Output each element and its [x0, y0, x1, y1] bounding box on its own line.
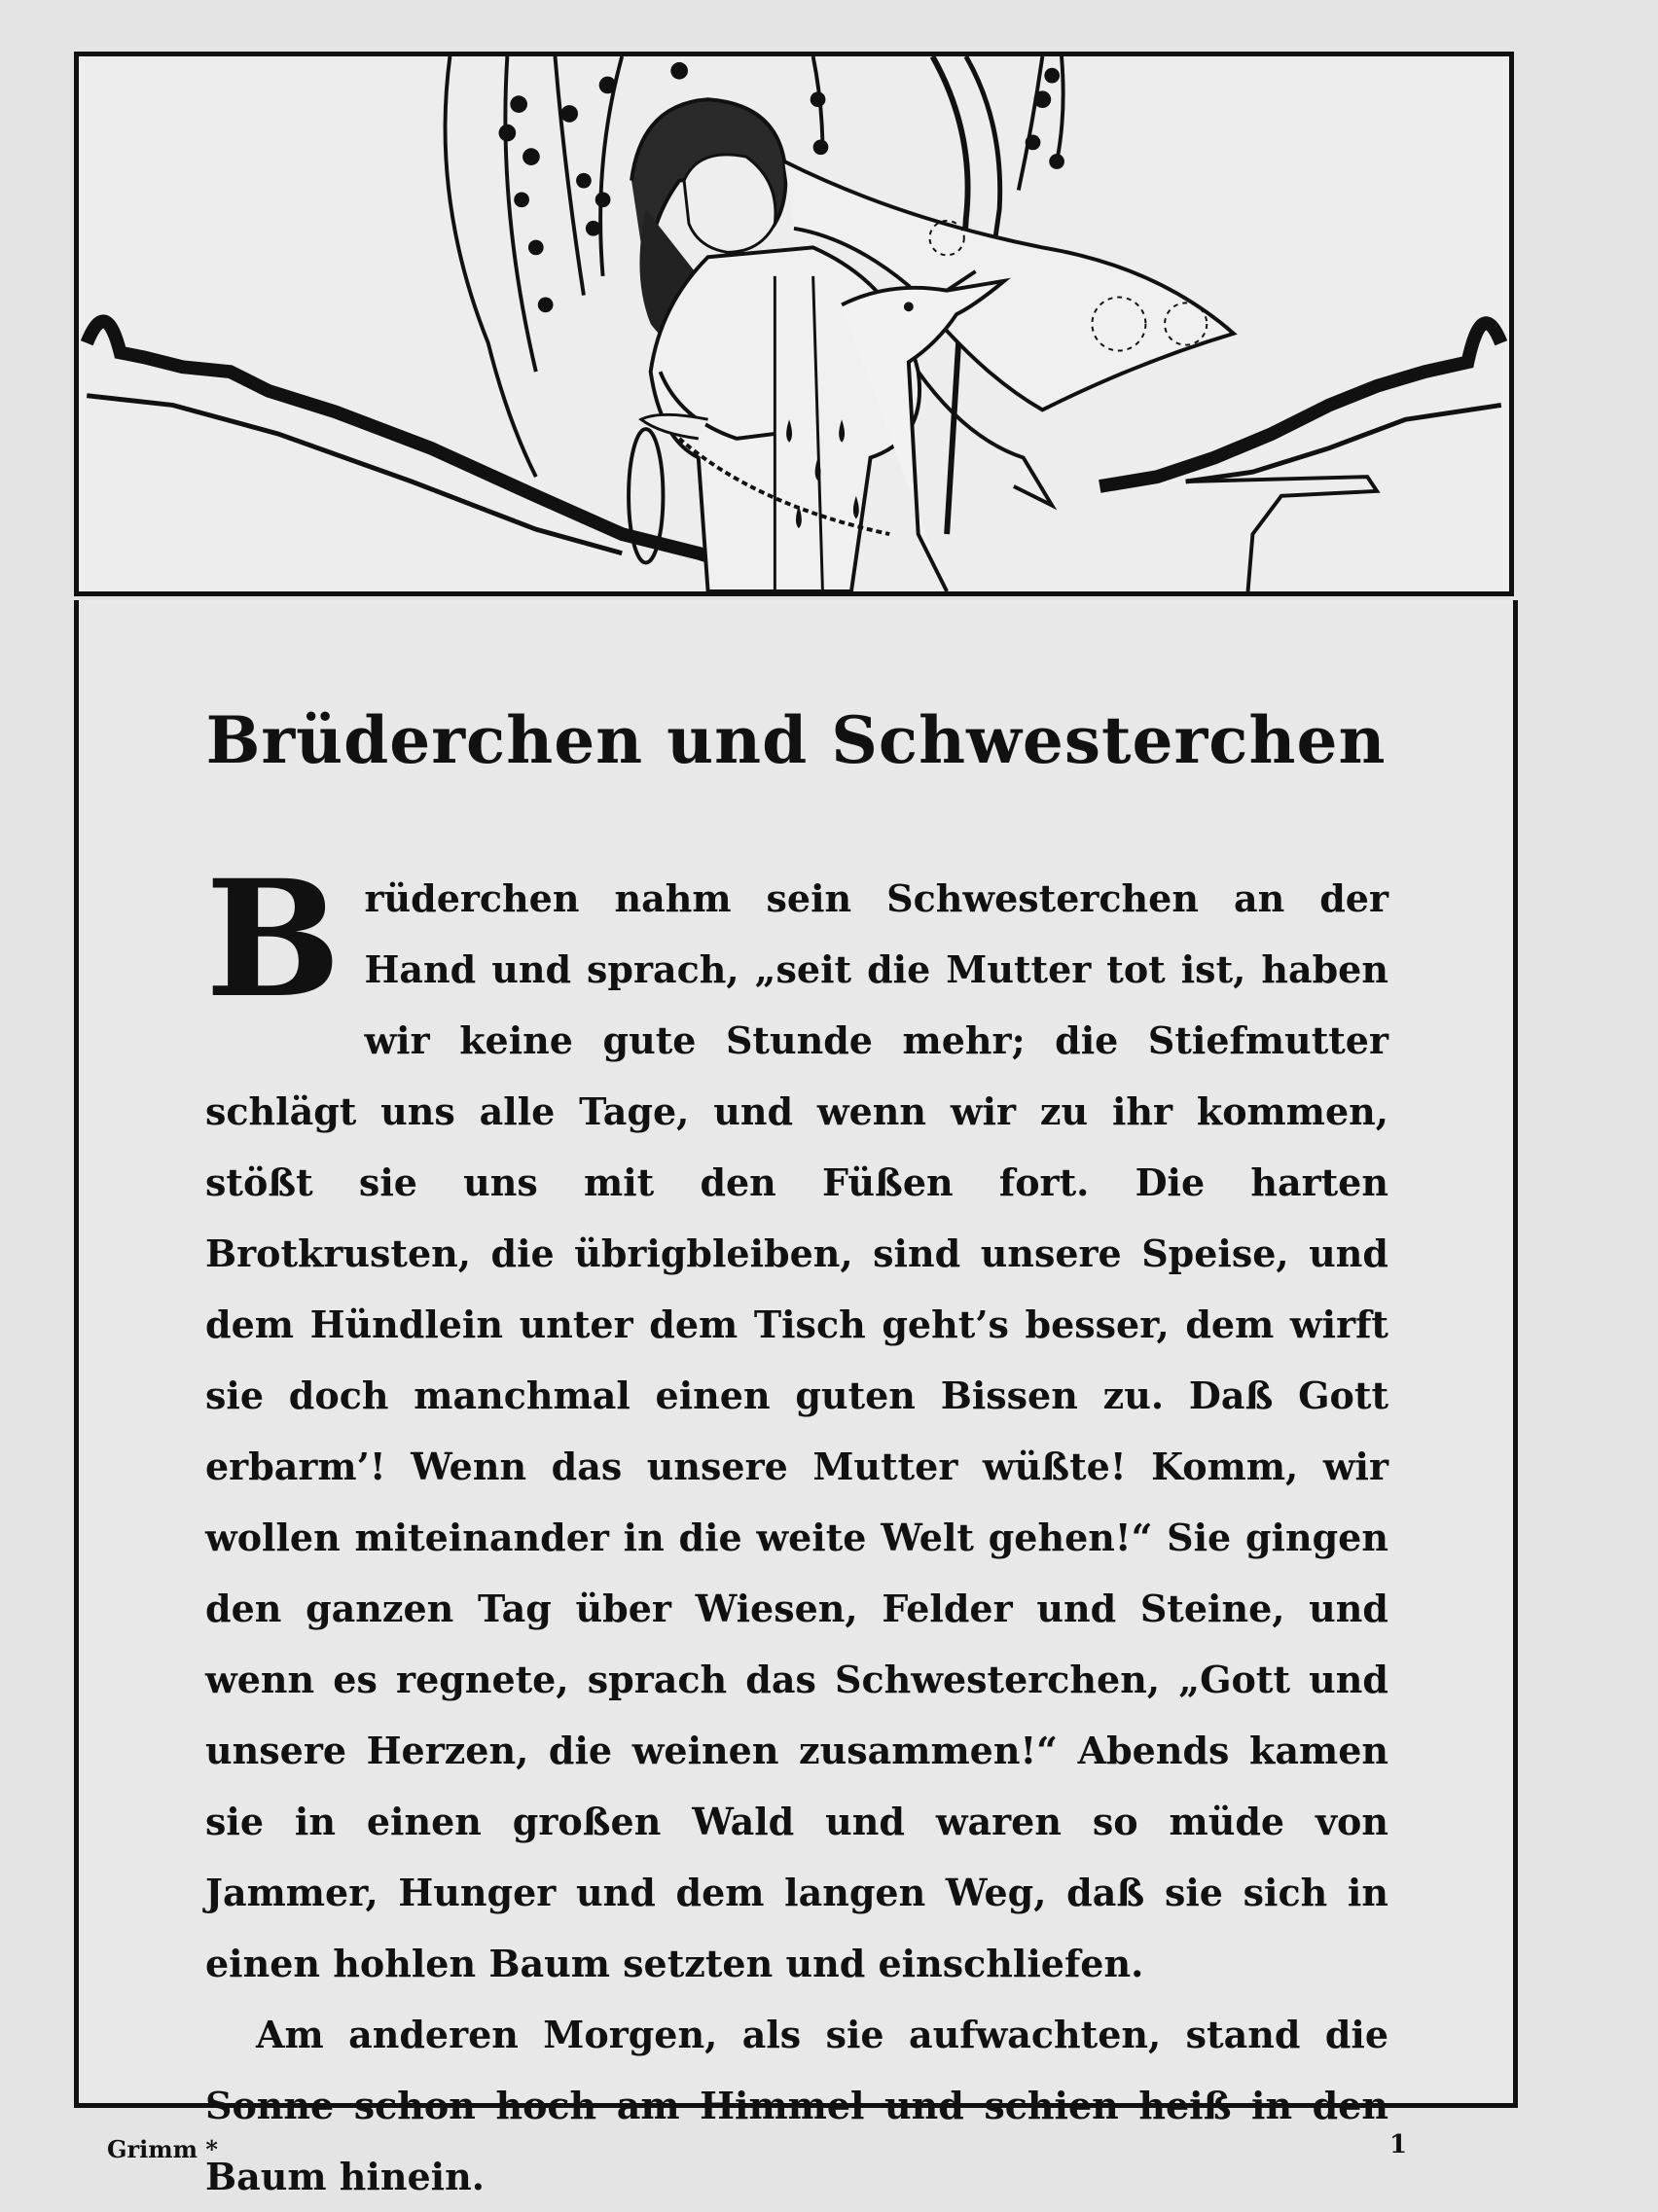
paragraph-1-text: rüderchen nahm sein Schwesterchen an der Hand und sprach, „seit die Mutter tot ist, haben wir keine gute Stunde mehr; die Stiefmutter schlägt uns alle Tage, und wenn wir zu ihr kommen, stößt sie uns mit den Füßen fort. Die harten Brotkrusten, die übrigbleiben, sind unsere Speise, und dem Hündlein unter dem Tisch geht’s besser, dem wirft sie doch manchmal einen guten Bissen zu. Daß Gott erbarm’! Wenn das unsere Mutter wüßte! Komm, wir wollen miteinander in die weite Welt gehen!“ Sie gingen den ganzen Tag über Wiesen, Felder und Steine, und wenn es regnete, sprach das Schwesterchen, „Gott und unsere Herzen, die weinen zusammen!“ Abends kamen sie in einen großen Wald und waren so müde von Jammer, Hunger und dem langen Weg, daß sie sich in einen hohlen Baum setzten und einschliefen.: [205, 876, 1388, 1985]
drop-cap-initial: B: [205, 844, 342, 1033]
page-title: Brüderchen und Schwesterchen: [205, 702, 1387, 778]
page-number: 1: [1389, 2130, 1408, 2159]
illustration-girl-with-fawn: [79, 56, 1509, 591]
story-text: [205, 844, 1388, 2212]
paragraph-1: [205, 844, 1388, 1999]
footer-signature: Grimm *: [107, 2135, 218, 2163]
header-illustration: [74, 52, 1514, 596]
paragraph-2: Am anderen Morgen, als sie aufwachten, stand die Sonne schon hoch am Himmel und schien heiß in den Baum hinein.: [205, 2013, 1388, 2198]
